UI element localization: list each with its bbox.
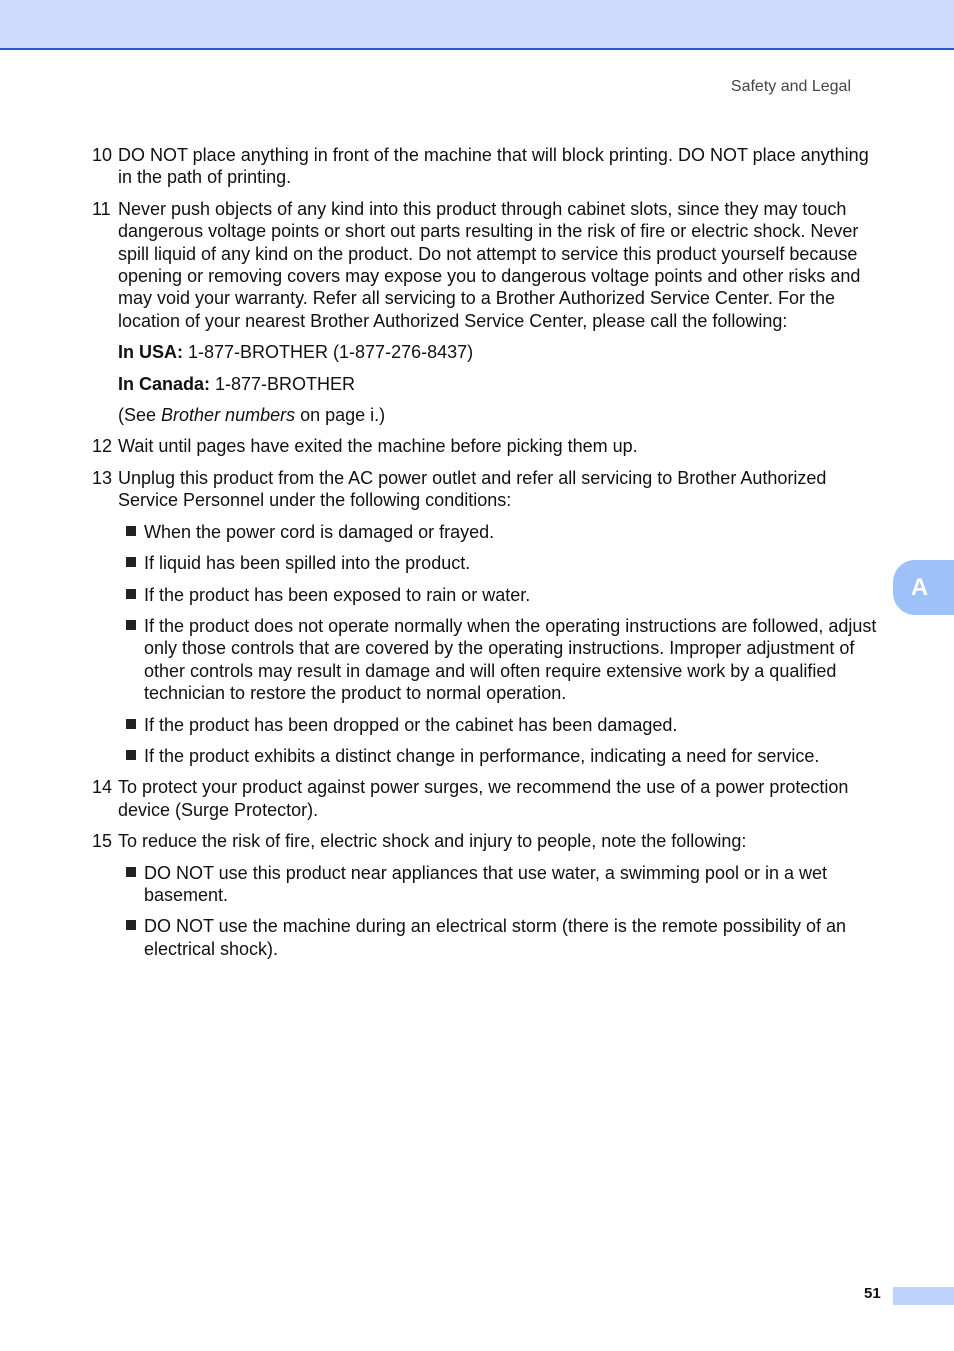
item-text: To protect your product against power surges, we recommend the use of a power protection device (Surge Protector). — [118, 777, 849, 820]
condition-bullet — [92, 745, 882, 767]
bullet-text: If liquid has been spilled into the product. — [144, 553, 471, 574]
item-number: 12 — [92, 436, 113, 457]
running-head: Safety and Legal — [730, 78, 851, 95]
square-bullet-icon — [126, 719, 136, 729]
usa-contact — [92, 341, 882, 363]
item-text: Never push objects of any kind into this product through cabinet slots, since they may touch dangerous voltage points or short out parts resulting in the risk of fire or electric shock. Never spill liquid of any kind on the product. Do not attempt to service this product yourself because opening or removing covers may expose you to dangerous voltage points and other risks and may void your warranty. Refer all servicing to a Brother Authorized Service Center. For the location of your nearest Brother Authorized Service Center, please call the following: — [118, 198, 861, 331]
bullet-text: When the power cord is damaged or frayed. — [144, 521, 495, 542]
canada-label: In Canada: — [118, 373, 211, 394]
see-suffix: on page i.) — [295, 405, 386, 426]
square-bullet-icon — [126, 557, 136, 567]
header-band — [0, 0, 954, 50]
list-item — [92, 776, 882, 821]
footer-bar — [893, 1287, 954, 1305]
list-item — [92, 467, 882, 512]
item-number: 11 — [92, 198, 111, 219]
item-number: 13 — [92, 467, 113, 488]
condition-bullet — [92, 521, 882, 543]
item-text: Wait until pages have exited the machine before picking them up. — [118, 436, 638, 457]
usa-label: In USA: — [118, 342, 183, 363]
page-number: 51 — [864, 1285, 881, 1302]
square-bullet-icon — [126, 589, 136, 599]
bullet-text: If the product has been dropped or the cabinet has been damaged. — [144, 714, 678, 735]
bullet-text: If the product does not operate normally when the operating instructions are followed, adjust only those controls that are covered by the operating instructions. Improper adjustment of other controls may result in damage and will often require extensive work by a qualified technician to restore the product to normal operation. — [144, 615, 877, 704]
precaution-bullet — [92, 862, 882, 907]
bullet-text: If the product exhibits a distinct change in performance, indicating a need for service. — [144, 745, 820, 766]
canada-number: 1-877-BROTHER — [210, 373, 356, 394]
bullet-text: DO NOT use this product near appliances that use water, a swimming pool or in a wet basement. — [144, 862, 827, 905]
usa-number: 1-877-BROTHER (1-877-276-8437) — [183, 342, 474, 363]
appendix-tab: A — [893, 560, 954, 615]
item-number: 15 — [92, 831, 113, 852]
item-text: DO NOT place anything in front of the machine that will block printing. DO NOT place anything in the path of printing. — [118, 145, 869, 188]
condition-bullet — [92, 714, 882, 736]
item-text: Unplug this product from the AC power outlet and refer all servicing to Brother Authorized Service Personnel under the following conditions: — [118, 467, 827, 511]
square-bullet-icon — [126, 867, 136, 877]
see-reference — [92, 404, 882, 426]
item-number: 14 — [92, 777, 113, 798]
condition-bullet — [92, 584, 882, 606]
list-item — [92, 144, 882, 189]
canada-contact — [92, 373, 882, 395]
precaution-bullet — [92, 915, 882, 960]
square-bullet-icon — [126, 526, 136, 536]
condition-bullet — [92, 552, 882, 574]
bullet-text: DO NOT use the machine during an electrical storm (there is the remote possibility of an electrical shock). — [144, 916, 846, 959]
list-item — [92, 435, 882, 457]
square-bullet-icon — [126, 620, 136, 630]
square-bullet-icon — [126, 920, 136, 930]
square-bullet-icon — [126, 750, 136, 760]
list-item — [92, 830, 882, 852]
see-prefix: (See — [118, 405, 162, 426]
item-text: To reduce the risk of fire, electric shock and injury to people, note the following: — [118, 831, 747, 852]
bullet-text: If the product has been exposed to rain or water. — [144, 584, 531, 605]
list-item — [92, 198, 882, 332]
page-content — [92, 144, 882, 969]
item-number: 10 — [92, 145, 113, 165]
brother-numbers-reference: Brother numbers — [161, 405, 296, 426]
condition-bullet — [92, 615, 882, 705]
